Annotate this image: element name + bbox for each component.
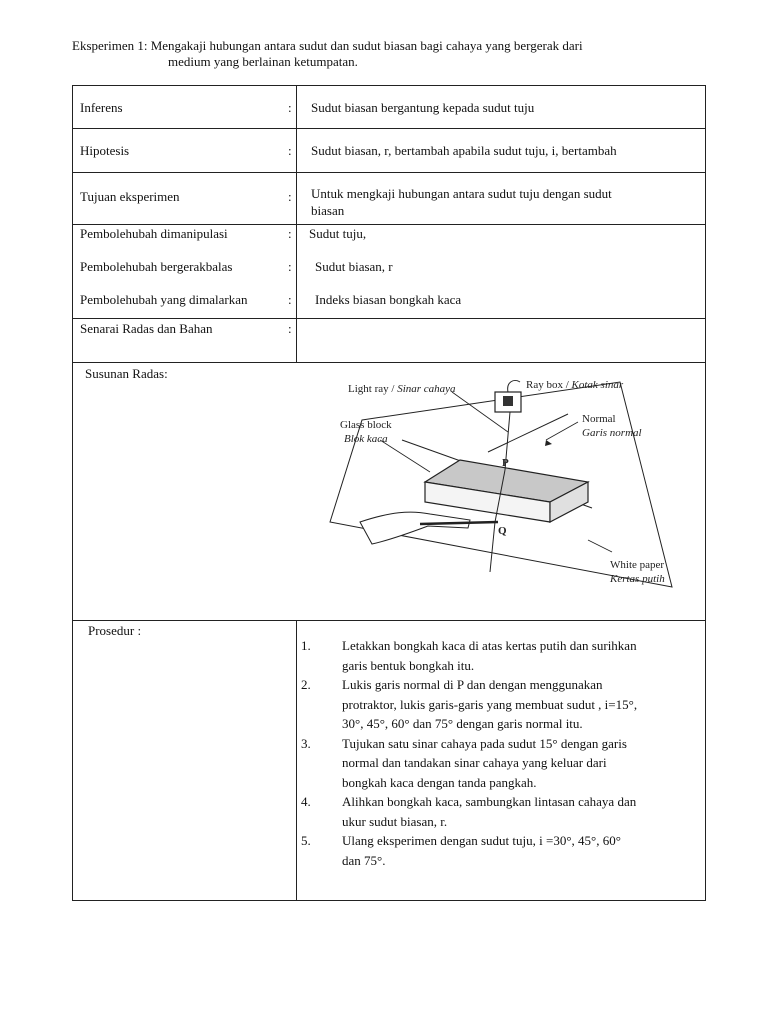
column-divider [296,85,297,362]
label-glass-block: Glass block [340,419,392,431]
label-white-paper-ms: Kertas putih [610,573,665,585]
dimalarkan-value: Indeks biasan bongkah kaca [315,292,462,307]
row-divider [72,128,706,129]
row-divider [72,172,706,173]
row-divider [72,224,706,225]
tujuan-value-line-2: biasan [311,203,345,218]
procedure-item: 2. Lukis garis normal di P dan dengan menggunakan protraktor, lukis garis-garis yang membuat sudut , i=15°, 30°, 45°, 60° dan 75° dengan garis normal itu. [301,677,638,731]
dimanipulasi-colon: : [288,226,292,241]
tujuan-colon: : [288,189,292,204]
ray-box-cable [508,380,520,392]
bergerakbalas-value: Sudut biasan, r [315,259,393,274]
prosedur-label: Prosedur : [88,623,142,638]
ray-box-bulb [503,396,513,406]
label-white-paper: White paper [610,559,665,571]
tujuan-label: Tujuan eksperimen [80,189,180,204]
procedure-item: 3. Tujukan satu sinar cahaya pada sudut 15° dengan garis normal dan tandakan sinar cahaya yang keluar dari bongkah kaca dengan tanda pangkah. [301,735,627,790]
row-divider [72,318,706,319]
dimanipulasi-label: Pembolehubah dimanipulasi [80,226,228,241]
radas-label: Senarai Radas dan Bahan [80,321,213,336]
label-light-ray: Light ray / Sinar cahaya [348,383,456,395]
label-point-p: P [502,457,509,469]
dimalarkan-label: Pembolehubah yang dimalarkan [80,292,248,307]
procedure-item: 1. Letakkan bongkah kaca di atas kertas putih dan surihkan garis bentuk bongkah itu. [301,638,637,673]
tujuan-value [311,185,612,219]
label-normal: Normal [582,413,616,425]
susunan-radas-label: Susunan Radas: [85,366,168,381]
label-glass-block-ms: Blok kaca [344,433,388,445]
tujuan-value-line-1: Untuk mengkaji hubungan antara sudut tuju dengan sudut [311,186,612,201]
inferens-label: Inferens [80,100,123,115]
bergerakbalas-colon: : [288,259,292,274]
title-line-1: Eksperimen 1: Mengakaji hubungan antara sudut dan sudut biasan bagi cahaya yang bergerak dari [72,38,583,53]
hipotesis-label: Hipotesis [80,143,130,158]
column-divider [296,620,297,901]
label-point-q: Q [498,525,507,537]
procedure-item: 4. Alihkan bongkah kaca, sambungkan lintasan cahaya dan ukur sudut biasan, r. [301,794,637,829]
experiment-title [72,38,712,70]
label-normal-ms: Garis normal [582,427,642,439]
inferens-value: Sudut biasan bergantung kepada sudut tuju [311,100,535,115]
apparatus-diagram [320,372,684,612]
radas-colon: : [288,321,292,336]
procedure-item: 5. Ulang eksperimen dengan sudut tuju, i =30°, 45°, 60° dan 75°. [301,833,621,868]
inferens-colon: : [288,100,292,115]
procedure-list [301,636,703,870]
row-divider [72,362,706,363]
bergerakbalas-label: Pembolehubah bergerakbalas [80,259,233,274]
dimalarkan-colon: : [288,292,292,307]
row-divider [72,620,706,621]
hipotesis-colon: : [288,143,292,158]
hipotesis-value: Sudut biasan, r, bertambah apabila sudut tuju, i, bertambah [311,143,617,158]
dimanipulasi-value: Sudut tuju, [309,226,367,241]
label-ray-box: Ray box / Kotak sinar [526,379,624,391]
title-line-2: medium yang berlainan ketumpatan. [168,54,358,69]
